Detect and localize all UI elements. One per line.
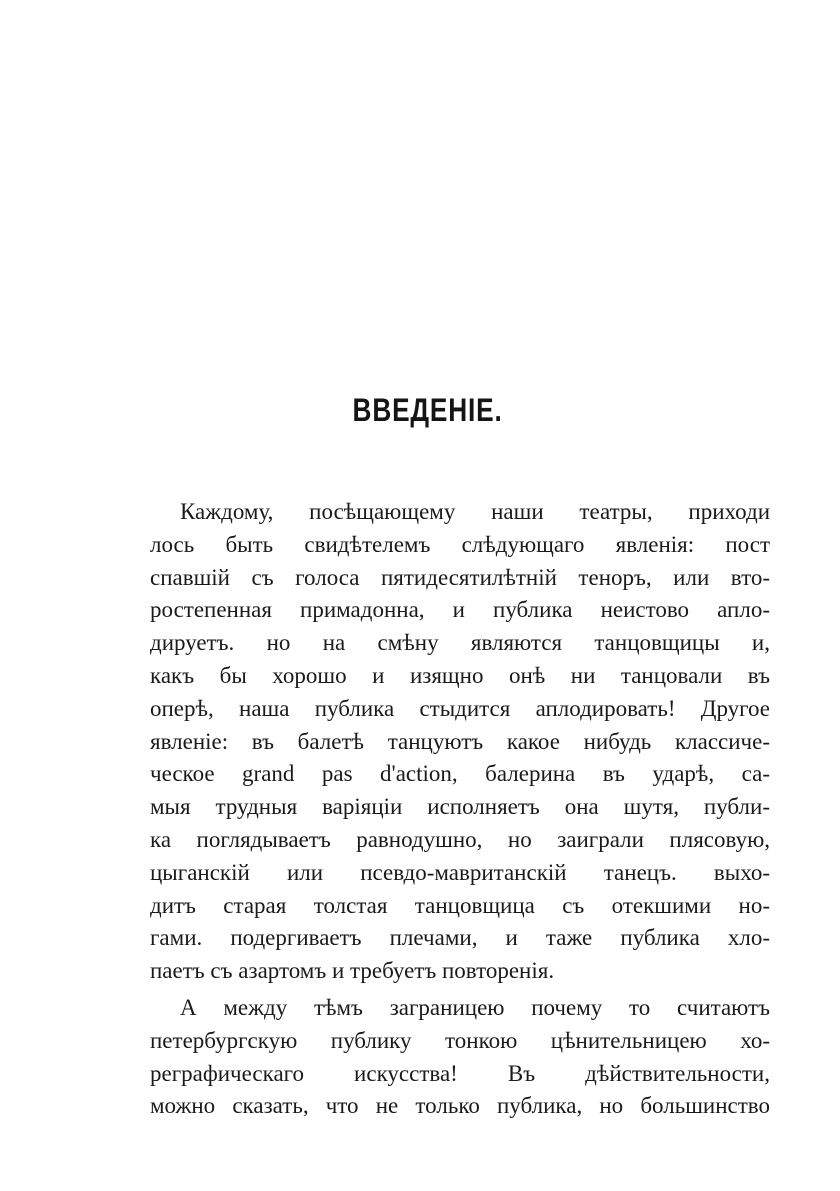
text-line: паетъ съ азартомъ и требуетъ повторенія. bbox=[150, 958, 555, 984]
text-line: лось быть свидѣтелемъ слѣдующаго явленія: пост bbox=[150, 531, 770, 557]
text-line: дируетъ. но на смѣну являются танцовщицы и, bbox=[150, 630, 770, 656]
paragraph-1 bbox=[150, 496, 770, 988]
text-line: цыганскій или псевдо-мавританскій танецъ. выхо- bbox=[150, 859, 770, 885]
text-line: петербургскую публику тонкою цѣнительницею хо- bbox=[150, 1027, 770, 1053]
text-line: дитъ старая толстая танцовщица съ отекшими но- bbox=[150, 892, 770, 918]
text-line: спавшій съ голоса пятидесятилѣтній теноръ, или вто- bbox=[150, 564, 770, 590]
text-line: какъ бы хорошо и изящно онѣ ни танцовали въ bbox=[150, 662, 770, 688]
paragraph-2 bbox=[150, 992, 770, 1123]
text-line: ческое grand pas d'action, балерина въ ударѣ, са- bbox=[150, 761, 770, 787]
text-line: можно сказать, что не только публика, но большинство bbox=[150, 1093, 770, 1119]
chapter-heading: ВВЕДЕНІЕ. bbox=[352, 392, 503, 428]
text-line: гами. подергиваетъ плечами, и таже публика хло- bbox=[150, 925, 770, 951]
text-line: оперѣ, наша публика стыдится аплодировать! Другое bbox=[150, 695, 770, 721]
text-line: реграфическаго искусства! Въ дѣйствительности, bbox=[150, 1060, 770, 1086]
text-line: явленіе: въ балетѣ танцуютъ какое нибудь классиче- bbox=[150, 728, 770, 754]
text-line: мыя трудныя варіяціи исполняетъ она шутя, публи- bbox=[150, 794, 770, 820]
text-line: ка поглядываетъ равнодушно, но заиграли плясовую, bbox=[150, 826, 770, 852]
body-text bbox=[150, 496, 770, 1123]
text-line: А между тѣмъ заграницею почему то считаютъ bbox=[180, 994, 770, 1020]
text-line: ростепенная примадонна, и публика неистово апло- bbox=[150, 597, 770, 623]
text-line: Каждому, посѣщающему наши театры, приходи bbox=[180, 499, 770, 524]
